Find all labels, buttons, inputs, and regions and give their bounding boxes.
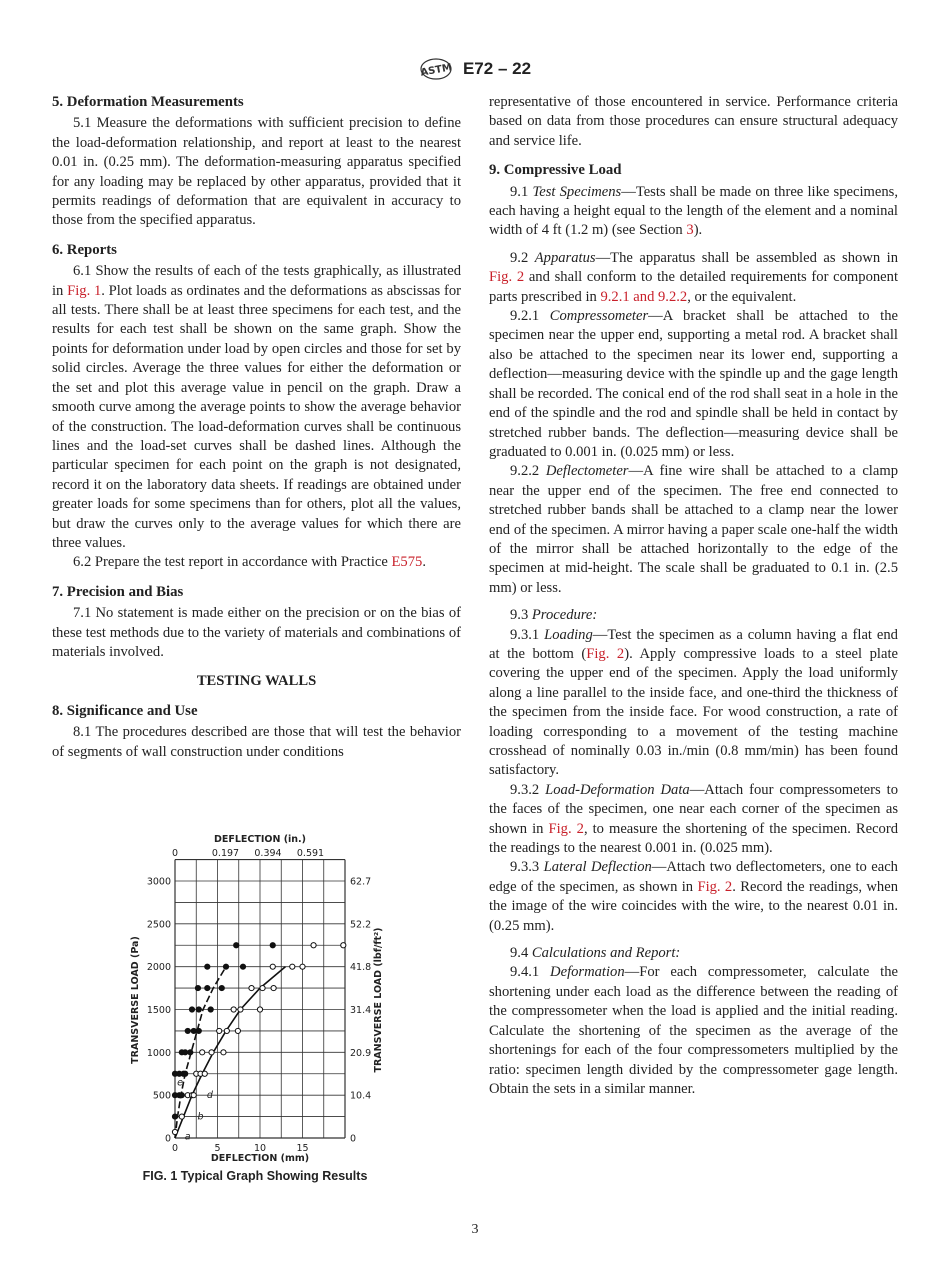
text: ). Apply compressive loads to a steel plate covering the upper end of the specimen. Apply the load uniformly along a line parallel to the inside face, and one-third the thickness of the specimen from the inside face. For wood construction, a rate of loading corresponding to a movement of the testing machine crosshead of nominally 0.03 in./min (0.8 mm/min) has been found satisfactory. [489,645,898,779]
cross-reference-link[interactable]: Fig. 2 [586,645,625,662]
y-axis-title: TRANSVERSE LOAD (Pa) [130,936,141,1064]
text: 8. Significance and Use [52,702,198,719]
section-heading [52,93,461,112]
italic-run-in-title: Compressometer [549,308,649,325]
italic-run-in-title: Apparatus [534,249,596,266]
italic-run-in-title: Loading [544,626,593,643]
text: —Attach two deflectometers, one to each edge of the specimen, as shown in [489,859,898,895]
page-number: 3 [471,1222,479,1237]
x-tick-label: 10 [253,1143,267,1154]
text: . Plot loads as ordinates and the deformations as abscissas for all tests. There shall be at least three specimens for each test, and the results for each test shall be shown on the same graph. Show the points for deformation under load by open circles and those for set by solid circles. Average the three values for either the deformation or the set and plot this average value in pencil on the graph. Draw a smooth curve among the average points to show the average behavior of the construction. The load-deformation curves shall be continuous lines and the load-set curves shall be dashed lines. Although the particular specimen for each point on the graph is not designated, record it on the laboratory data sheets. If readings are obtained under greater loads for some specimens than for others, plot all the values, but draw the curves only to the average values for which there are three values. [52,282,462,551]
x2-tick-label: 0.197 [211,848,240,859]
x2-tick-label: 0.394 [254,848,282,859]
y-tick-label: 2500 [146,919,171,931]
paragraph [489,781,898,859]
text: —Attach four compressometers to the faces of the specimen, one near each corner of the specimen as shown in [489,781,898,837]
paragraph [489,606,898,625]
paragraph [489,462,898,598]
italic-run-in-title: Deformation [550,964,625,981]
text: and shall conform to the detailed requirements for component parts prescribed in [489,269,898,305]
paragraph [52,114,461,230]
set-point [183,1071,188,1076]
text: , to measure the shortening of the specimen. Record the readings to the nearest 0.001 in. (0.025 mm). [489,820,899,857]
deformation-point [224,1028,229,1033]
text: 9.3.3 [510,859,544,876]
text: —Test the specimen as a column having a flat end at the bottom ( [489,626,898,662]
deformation-point [209,1050,214,1055]
set-point [195,985,200,990]
y2-axis-title: TRANSVERSE LOAD (lbf/ft²) [373,927,384,1073]
section-heading [52,241,461,260]
deformation-point [235,1028,240,1033]
paragraph [52,604,461,662]
deformation-point [249,985,254,990]
set-point [189,1007,194,1012]
section-heading [52,702,461,721]
text: 9. Compressive Load [489,162,622,179]
paragraph [489,93,898,151]
y-tick-label: 500 [152,1090,171,1102]
x2-tick-label: 0 [171,848,179,859]
set-point [234,943,239,948]
set-point [219,985,224,990]
cross-reference-link[interactable]: Fig. 2 [489,269,525,286]
y2-tick-label: 31.4 [350,1005,372,1016]
curve-annotation: b [197,1111,204,1123]
curve-annotation: e [177,1077,184,1089]
text: 9.2 [510,249,535,266]
text: 9.4 [510,945,532,962]
text: 9.3.1 [510,626,545,643]
text: —Tests shall be made on three like specimens, each having a height equal to the length of the element and a nominal width of 4 ft (1.2 m) (see Section [489,183,898,239]
svg-text:ASTM: ASTM [419,62,453,79]
deformation-point [270,964,275,969]
text: 9.2.2 [510,463,546,480]
set-point [205,964,210,969]
text: 9.3 [510,607,532,624]
text: 6.1 Show the results of each of the tests graphically, as illustrated in [52,263,461,299]
paragraph [52,262,461,553]
set-point [205,985,210,990]
text: —The apparatus shall be assembled as shown in [595,249,899,266]
x-tick-label: 0 [171,1143,179,1154]
set-point [188,1050,193,1055]
italic-run-in-title: Test Specimens [532,183,622,200]
text: —A fine wire shall be attached to a clamp near the upper end of the specimen. The free end connected to stretched rubber bands shall be attached to a clamp near the lower end of the specimen. A mirror having a paper scale one-half the width of the mirror shall be attached horizontally to the edge of the specimen at mid-height. The scale shall be graduated to 0.1 in. (2.5 mm) or less. [489,463,898,596]
text: TESTING WALLS [196,673,317,690]
cross-reference-link[interactable]: Fig. 2 [697,878,733,895]
cross-reference-link[interactable]: 3 [686,222,694,239]
text: 9.3.2 [510,781,546,798]
deformation-point [341,943,346,948]
standard-designation: E72 – 22 [462,59,532,78]
text: 9.1 [510,183,533,200]
figure-1-graph [120,825,400,1170]
set-point [183,1050,188,1055]
y2-tick-label: 0 [350,1133,357,1145]
section-heading [489,161,898,180]
cross-reference-link[interactable]: E575 [391,554,423,571]
paragraph [52,553,461,572]
y-tick-label: 3000 [146,876,171,888]
paragraph [489,183,898,241]
text: 7. Precision and Bias [52,583,184,600]
text: . Record the readings, when the image of the wire coincides with the wire, to the nearest 0.01 in. (0.25 mm). [489,878,898,934]
set-point [191,1028,196,1033]
text: 6.2 Prepare the test report in accordance with Practice [73,554,392,571]
y-tick-label: 1000 [146,1047,171,1059]
paragraph [52,723,461,762]
deformation-point [217,1028,222,1033]
paragraph [489,307,898,462]
y2-tick-label: 10.4 [350,1090,372,1102]
italic-run-in-title: Procedure: [531,607,598,624]
y2-tick-label: 20.9 [350,1047,372,1059]
text: 7.1 No statement is made either on the precision or on the bias of these test methods due to the variety of materials and combinations of materials involved. [52,605,461,660]
text: 9.4.1 [510,964,551,981]
paragraph [489,249,898,307]
paragraph [489,858,898,936]
text: —For each compressometer, calculate the shortening under each load as the difference between the reading of the compressometer when the load is applied and the initial reading. Calculate the shortening of the specimen as the average of the shortenings for each of the four compressometers multiplied by the ratio: specimen length divided by the compressometer gage length. Obtain the sets in a similar manner. [489,964,898,1097]
text: , or the equivalent. [687,288,797,305]
page-header [0,56,950,82]
paragraph [489,963,898,1099]
text: ). [693,222,703,239]
section-heading [52,583,461,602]
set-point [196,1028,201,1033]
deformation-point [221,1050,226,1055]
left-column [52,93,461,762]
italic-run-in-title: Lateral Deflection [543,859,652,876]
y2-tick-label: 41.8 [350,962,372,974]
text: 5. Deformation Measurements [52,94,244,110]
set-point [179,1093,184,1098]
deformation-point [311,943,316,948]
x-axis-title: DEFLECTION (mm) [210,1153,310,1164]
deformation-point [260,985,265,990]
italic-run-in-title: Load-Deformation Data [545,781,690,798]
figure-caption: FIG. 1 Typical Graph Showing Results [142,1169,368,1183]
deformation-point [238,1007,243,1012]
set-point [196,1007,201,1012]
deformation-point [202,1071,207,1076]
x2-tick-label: 0.591 [296,848,325,859]
deformation-point [300,964,305,969]
x-tick-label: 15 [296,1143,309,1154]
deformation-point [191,1093,196,1098]
y2-tick-label: 52.2 [350,919,372,931]
set-point [240,964,245,969]
y-tick-label: 0 [164,1133,171,1145]
text: 5.1 Measure the deformations with sufficient precision to define the load-deformation relationship, and report at least to the nearest 0.01 in. (0.25 mm). The deformation-measuring apparatus specified for any loading may be replaced by other apparatus, provided that it permits readings of deformation that are equivalent in accuracy to those from the specified apparatus. [52,115,461,229]
curve-annotation: a [184,1131,191,1143]
italic-run-in-title: Calculations and Report: [531,945,681,962]
x2-axis-title: DEFLECTION (in.) [213,834,307,845]
set-point [208,1007,213,1012]
text: . [422,554,426,571]
text: 9.2.1 [510,308,550,325]
set-point [270,943,275,948]
cross-reference-link[interactable]: 9.2.1 and 9.2.2 [600,288,688,305]
italic-run-in-title: Deflectometer [545,463,629,480]
set-point [172,1114,177,1119]
deformation-point [290,964,295,969]
text: —A bracket shall be attached to the specimen near the upper end, supporting a metal rod. A bracket shall also be attached to the specimen near its lower end, supporting a deflection—measuring device with the spindle up and the gage length shall be recorded. The conical end of the rod shall seat in a hole in the end of the spindle and the rod and spindle shall be held in contact by stretched rubber bands. The deflection—measuring device shall be graduated to 0.001 in. (0.025 mm) or less. [489,308,898,460]
y2-tick-label: 62.7 [350,876,372,888]
set-point [223,964,228,969]
y-tick-label: 2000 [146,962,171,974]
text: representative of those encountered in service. Performance criteria based on data from those procedures can ensure structural adequacy and service life. [489,94,898,149]
deformation-point [179,1114,184,1119]
astm-logo-icon [419,56,453,82]
cross-reference-link[interactable]: Fig. 1 [67,282,102,299]
y-tick-label: 1500 [146,1005,171,1016]
paragraph [489,944,898,963]
set-point [185,1028,190,1033]
part-heading [52,672,461,691]
deformation-point [257,1007,262,1012]
text: 8.1 The procedures described are those that will test the behavior of segments of wall construction under conditions [52,724,461,760]
x-tick-label: 5 [214,1143,221,1154]
text: 6. Reports [52,241,117,258]
curve-annotation: d [206,1090,213,1102]
right-column [489,93,898,1099]
paragraph [489,626,898,781]
deformation-point [231,1007,236,1012]
cross-reference-link[interactable]: Fig. 2 [548,820,584,837]
deformation-point [200,1050,205,1055]
deformation-point [271,985,276,990]
deformation-point [172,1129,177,1134]
